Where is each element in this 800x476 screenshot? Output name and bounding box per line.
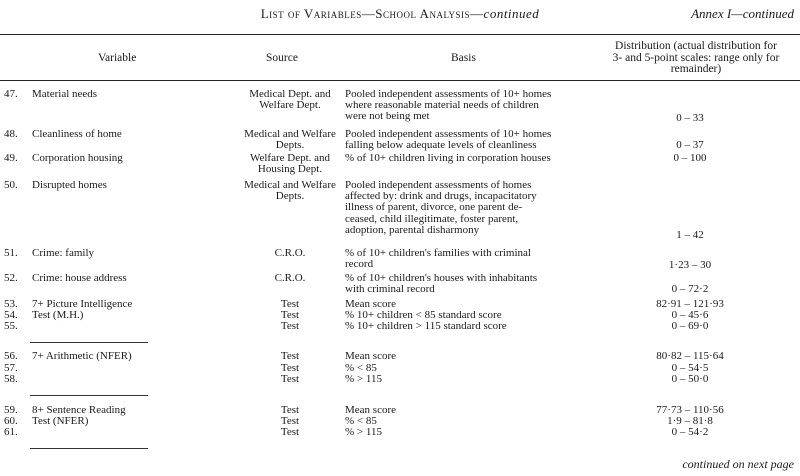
row-source-line: Medical Dept. and	[249, 88, 331, 100]
row-source-line: Test	[280, 350, 300, 362]
col-header-basis: Basis	[451, 52, 476, 64]
row-variable: 7+ Picture Intelligence	[32, 298, 133, 310]
row-variable: Crime: house address	[32, 272, 127, 284]
row-source-line: Medical and Welfare	[244, 128, 336, 140]
row-variable: Material needs	[32, 88, 98, 100]
row-source-line: Depts.	[275, 190, 305, 203]
row-distribution: 0 – 100	[673, 152, 707, 164]
title-main: List of Variables—School Analysis—	[260, 6, 484, 21]
row-basis	[345, 351, 396, 362]
row-source-line: Test	[280, 320, 300, 332]
row-basis-line: Pooled independent assessments of 10+ homes	[345, 88, 552, 100]
row-basis-line: record	[345, 258, 374, 271]
row-source-line: Housing Dept.	[257, 163, 323, 176]
row-distribution: 1 – 42	[676, 229, 704, 241]
row-source-line: Welfare Dept.	[259, 99, 321, 112]
row-variable: Test (M.H.)	[32, 309, 84, 321]
row-basis-line: where reasonable material needs of children	[345, 99, 539, 112]
row-source	[230, 374, 350, 385]
row-number: 53.	[4, 298, 18, 310]
row-basis	[345, 248, 531, 270]
row-number: 52.	[4, 272, 18, 284]
row-basis	[345, 180, 537, 236]
row-number: 51.	[4, 247, 18, 259]
row-number: 56.	[4, 350, 18, 362]
row-source-line: C.R.O.	[274, 272, 306, 284]
row-basis	[345, 129, 551, 151]
row-basis	[345, 321, 507, 332]
row-distribution: 0 – 37	[676, 139, 704, 151]
row-number: 55.	[4, 320, 18, 332]
row-basis-line: Mean score	[345, 350, 397, 362]
row-source-line: Test	[280, 298, 300, 310]
row-variable: Crime: family	[32, 247, 95, 259]
row-number: 61.	[4, 426, 18, 438]
row-basis-line: Pooled independent assessments of homes	[345, 179, 532, 191]
row-variable: Cleanliness of home	[32, 128, 122, 140]
row-distribution: 1·9 – 81·8	[667, 415, 713, 427]
row-basis-line: % < 85	[345, 362, 377, 374]
row-number: 60.	[4, 415, 18, 427]
row-basis-line: adoption, parental disharmony	[345, 223, 480, 236]
row-source	[230, 351, 350, 362]
row-basis-line: illness of parent, divorce, one parent de-	[345, 201, 523, 214]
col-header-distribution-line1: Distribution (actual distribution for	[615, 40, 777, 52]
row-basis	[345, 153, 551, 164]
col-header-source: Source	[266, 52, 298, 64]
row-number: 48.	[4, 128, 18, 140]
row-source-line: Test	[280, 362, 300, 374]
row-basis-line: were not being met	[345, 110, 430, 123]
row-number: 57.	[4, 362, 18, 374]
row-variable: Corporation housing	[32, 152, 123, 164]
row-basis-line: falling below adequate levels of cleanliness	[345, 139, 537, 152]
row-number: 49.	[4, 152, 18, 164]
header-rule	[0, 80, 800, 81]
row-source	[230, 129, 350, 151]
group-rule-1	[30, 342, 148, 343]
row-number: 58.	[4, 373, 18, 385]
row-variable: 7+ Arithmetic (NFER)	[32, 350, 132, 362]
row-source	[230, 427, 350, 438]
row-distribution: 0 – 54·5	[671, 362, 709, 374]
row-source-line: Test	[280, 415, 300, 427]
row-basis-line: % of 10+ children living in corporation houses	[345, 152, 551, 164]
row-source-line: Test	[280, 426, 300, 438]
row-distribution: 0 – 33	[676, 112, 704, 124]
row-source	[230, 89, 350, 111]
row-distribution: 80·82 – 115·64	[656, 350, 724, 362]
top-rule	[0, 34, 800, 35]
group-rule-3	[30, 448, 148, 449]
row-basis-line: % of 10+ children's houses with inhabitants	[345, 272, 538, 284]
row-source	[230, 153, 350, 175]
row-distribution: 0 – 54·2	[671, 426, 709, 438]
col-header-distribution	[592, 41, 800, 76]
row-distribution: 0 – 45·6	[671, 309, 709, 321]
row-number: 50.	[4, 179, 18, 191]
row-source	[230, 273, 350, 284]
row-distribution: 1·23 – 30	[668, 259, 712, 271]
row-basis-line: % > 115	[345, 373, 382, 385]
row-basis	[345, 427, 382, 438]
page-title	[0, 6, 800, 22]
row-distribution: 0 – 69·0	[671, 320, 709, 332]
col-header-variable: Variable	[98, 52, 137, 64]
row-source-line: Depts.	[275, 139, 305, 152]
row-basis-line: Mean score	[345, 404, 397, 416]
group-rule-2	[30, 395, 148, 396]
title-continued: continued	[483, 6, 540, 21]
row-basis	[345, 89, 551, 123]
row-basis	[345, 374, 382, 385]
row-number: 47.	[4, 88, 18, 100]
row-basis-line: % 10+ children > 115 standard score	[345, 320, 507, 332]
row-variable: Test (NFER)	[32, 415, 89, 427]
annex-label: Annex I—continued	[691, 6, 794, 21]
row-source	[230, 180, 350, 202]
row-basis-line: with criminal record	[345, 283, 435, 296]
row-basis-line: Mean score	[345, 298, 397, 310]
row-distribution: 82·91 – 121·93	[656, 298, 724, 310]
row-basis-line: % 10+ children < 85 standard score	[345, 309, 502, 321]
col-header-distribution-line2: 3- and 5-point scales: range only for	[612, 51, 780, 64]
row-number: 59.	[4, 404, 18, 416]
row-basis-line: affected by: drink and drugs, incapacitatory	[345, 190, 537, 203]
row-source	[230, 321, 350, 332]
row-source-line: Medical and Welfare	[244, 179, 336, 191]
continued-note: continued on next page	[682, 457, 794, 471]
row-source	[230, 248, 350, 259]
row-basis-line: % > 115	[345, 426, 382, 438]
row-basis-line: % < 85	[345, 415, 377, 427]
row-source-line: Test	[280, 309, 300, 321]
row-distribution: 77·73 – 110·56	[656, 404, 724, 416]
row-distribution: 0 – 72·2	[671, 283, 709, 295]
row-basis-line: % of 10+ children's families with criminal	[345, 247, 531, 259]
row-number: 54.	[4, 309, 18, 321]
row-basis-line: ceased, child illegitimate, foster parent,	[345, 212, 519, 225]
row-source-line: Welfare Dept. and	[249, 152, 331, 164]
row-variable: Disrupted homes	[32, 179, 107, 191]
col-header-distribution-line3: remainder)	[670, 63, 722, 75]
row-basis	[345, 273, 537, 295]
row-source-line: Test	[280, 373, 300, 385]
row-source-line: C.R.O.	[274, 247, 306, 259]
row-variable: 8+ Sentence Reading	[32, 404, 126, 416]
row-distribution: 0 – 50·0	[671, 373, 709, 385]
row-basis-line: Pooled independent assessments of 10+ homes	[345, 128, 552, 140]
row-source-line: Test	[280, 404, 300, 416]
